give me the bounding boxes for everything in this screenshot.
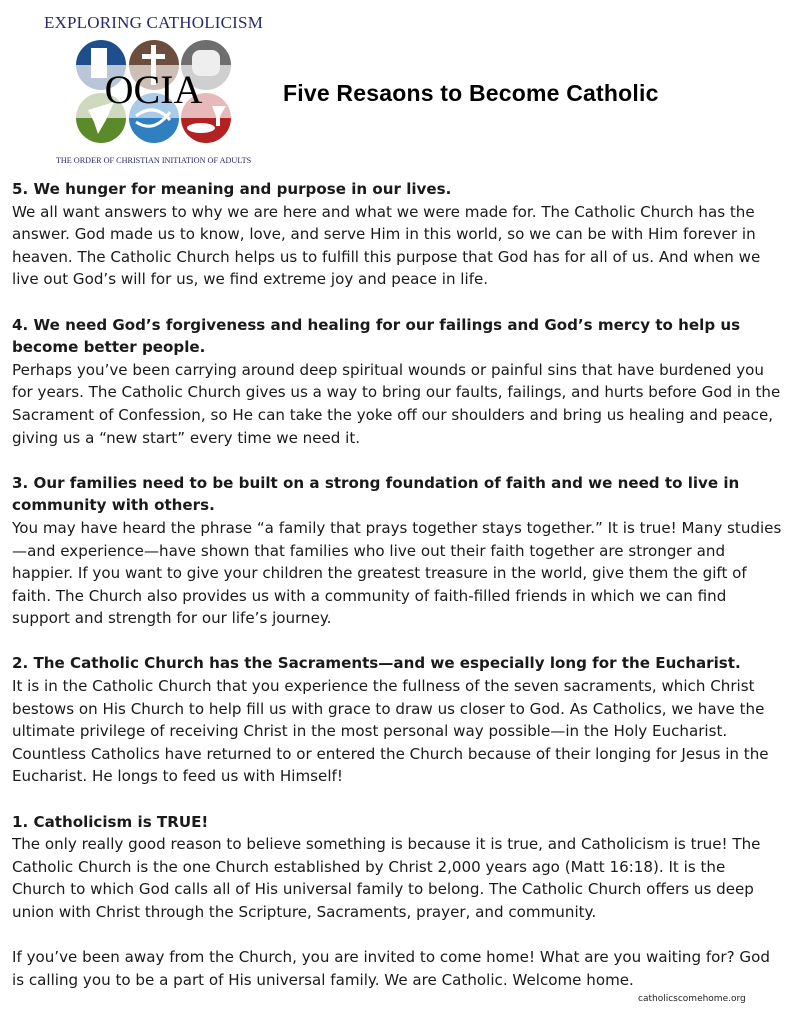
ocia-logo [36,10,271,170]
section-body: Perhaps you’ve been carrying around deep spiritual wounds or painful sins that have burdened you for years. The Catholic Church gives us a way to bring our faults, failings, and hurts before God in the Sacrament of Confession, so He can take the yoke off our shoulders and bring us healing and peace, giving us a “new start” every time we need it. [12,360,781,447]
section-body: You may have heard the phrase “a family that prays together stays together.” It is true! Many studies—and experience—have shown that families who live out their faith together are stronger and happier. If you want to give your children the greatest treasure in the world, give them the gift of faith. The Church also provides us with a community of faith-filled friends in which we can find support and strength for our life’s journey. [12,518,782,628]
reason-section [12,178,782,291]
section-body: We all want answers to why we are here and what we were made for. The Catholic Church has the answer. God made us to know, love, and serve Him in this world, so we can be with Him forever in heaven. The Catholic Church helps us to fulfill this purpose that God has for all of us. And when we live out God’s will for us, we find extreme joy and peace in life. [12,202,761,289]
section-heading: 3. Our families need to be built on a strong foundation of faith and we need to live in community with others. [12,473,740,515]
reason-section [12,652,782,788]
logo-center-text: OCIA [104,67,203,112]
section-heading: 1. Catholicism is TRUE! [12,812,209,831]
logo-top-text: EXPLORING CATHOLICISM [43,13,264,32]
footer-website: catholicscomehome.org [638,994,746,1004]
logo-bottom-text: THE ORDER OF CHRISTIAN INITIATION OF ADULTS [55,156,252,165]
section-body: It is in the Catholic Church that you experience the fullness of the seven sacraments, which Christ bestows on His Church to help fill us with grace to draw us closer to God. As Catholics, we have the ultimate privilege of receiving Christ in the most personal way possible—in the Holy Eucharist. Countless Catholics have returned to or entered the Church because of their longing for Jesus in the Eucharist. He longs to feed us with Himself! [12,677,769,786]
reason-section [12,811,782,924]
reason-section [12,472,782,630]
section-body: The only really good reason to believe something is because it is true, and Catholicism is true! The Catholic Church is the one Church established by Christ 2,000 years ago (Matt 16:18). It is the Church to which God calls all of His universal family to belong. The Catholic Church offers us deep union with Christ through the Scripture, Sacraments, prayer, and community. [12,835,761,921]
reason-section [12,314,782,450]
section-heading: 4. We need God’s forgiveness and healing for our failings and God’s mercy to help us become better people. [12,315,741,357]
page-title: Five Resaons to Become Catholic [283,80,659,106]
closing-paragraph: If you’ve been away from the Church, you are invited to come home! What are you waiting for? God is calling you to be a part of His universal family. We are Catholic. Welcome home. [12,948,770,989]
document-body [12,178,782,991]
section-heading: 5. We hunger for meaning and purpose in our lives. [12,180,452,198]
section-heading: 2. The Catholic Church has the Sacraments—and we especially long for the Eucharist. [12,654,741,673]
